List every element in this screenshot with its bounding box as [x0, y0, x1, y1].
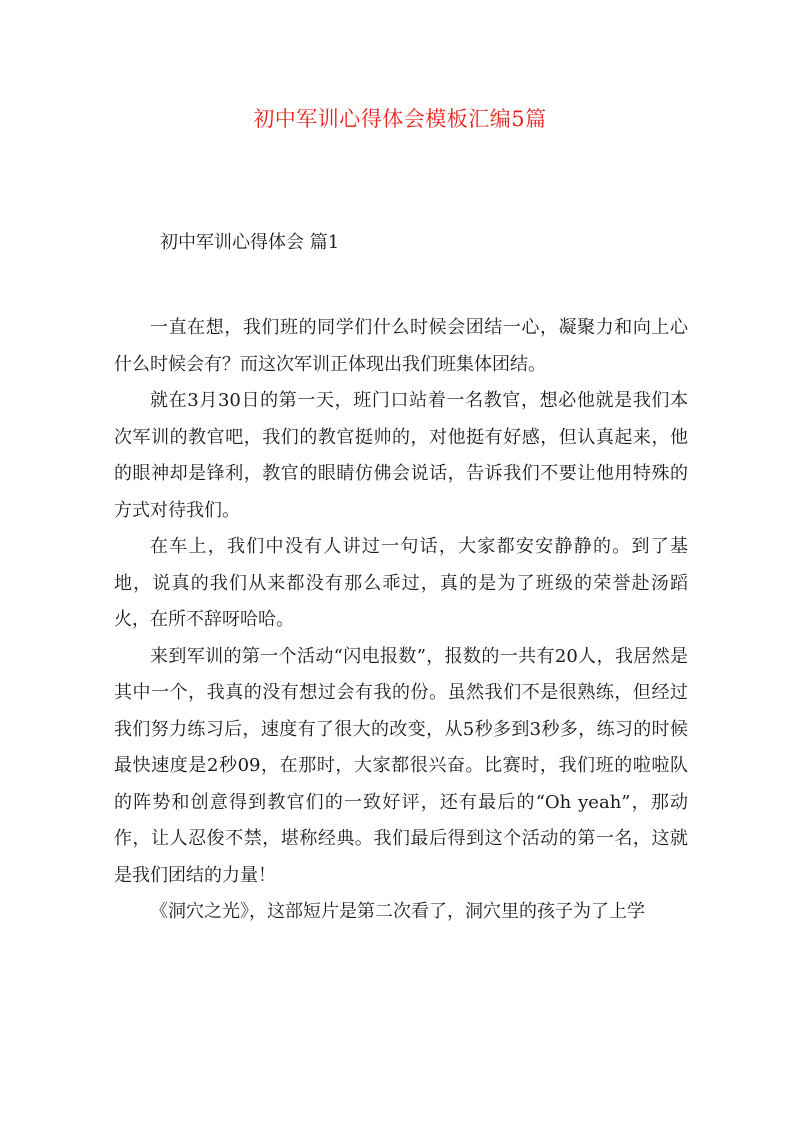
paragraph-4: 来到军训的第一个活动“闪电报数”，报数的一共有20人，我居然是其中一个，我真的没有想过会有我的份。虽然我们不是很熟练，但经过我们努力练习后，速度有了很大的改变，从5秒多到3秒多，练习的时候最快速度是2秒09，在那时，大家都很兴奋。比赛时，我们班的啦啦队的阵势和创意得到教官们的一致好评，还有最后的“Oh yeah”，那动作，让人忍俊不禁，堪称经典。我们最后得到这个活动的第一名，这就是我们团结的力量！: [114, 645, 688, 886]
document-title: 初中军训心得体会模板汇编5篇: [253, 107, 547, 131]
paragraph-5: 《洞穴之光》，这部短片是第二次看了，洞穴里的孩子为了上学: [150, 901, 645, 922]
paragraph-3: 在车上，我们中没有人讲过一句话，大家都安安静静的。到了基地，说真的我们从来都没有那么乖过，真的是为了班级的荣誉赴汤蹈火，在所不辞呀哈哈。: [114, 536, 688, 630]
paragraph-2: 就在3月30日的第一天，班门口站着一名教官，想必他就是我们本次军训的教官吧，我们的教官挺帅的，对他挺有好感，但认真起来，他的眼神却是锋利，教官的眼睛仿佛会说话，告诉我们不要让他用特殊的方式对待我们。: [114, 390, 688, 521]
document-body: [114, 310, 688, 931]
section-heading: 初中军训心得体会 篇1: [160, 232, 340, 253]
paragraph-1: 一直在想，我们班的同学们什么时候会团结一心，凝聚力和向上心什么时候会有？而这次军训正体现出我们班集体团结。: [114, 317, 688, 375]
